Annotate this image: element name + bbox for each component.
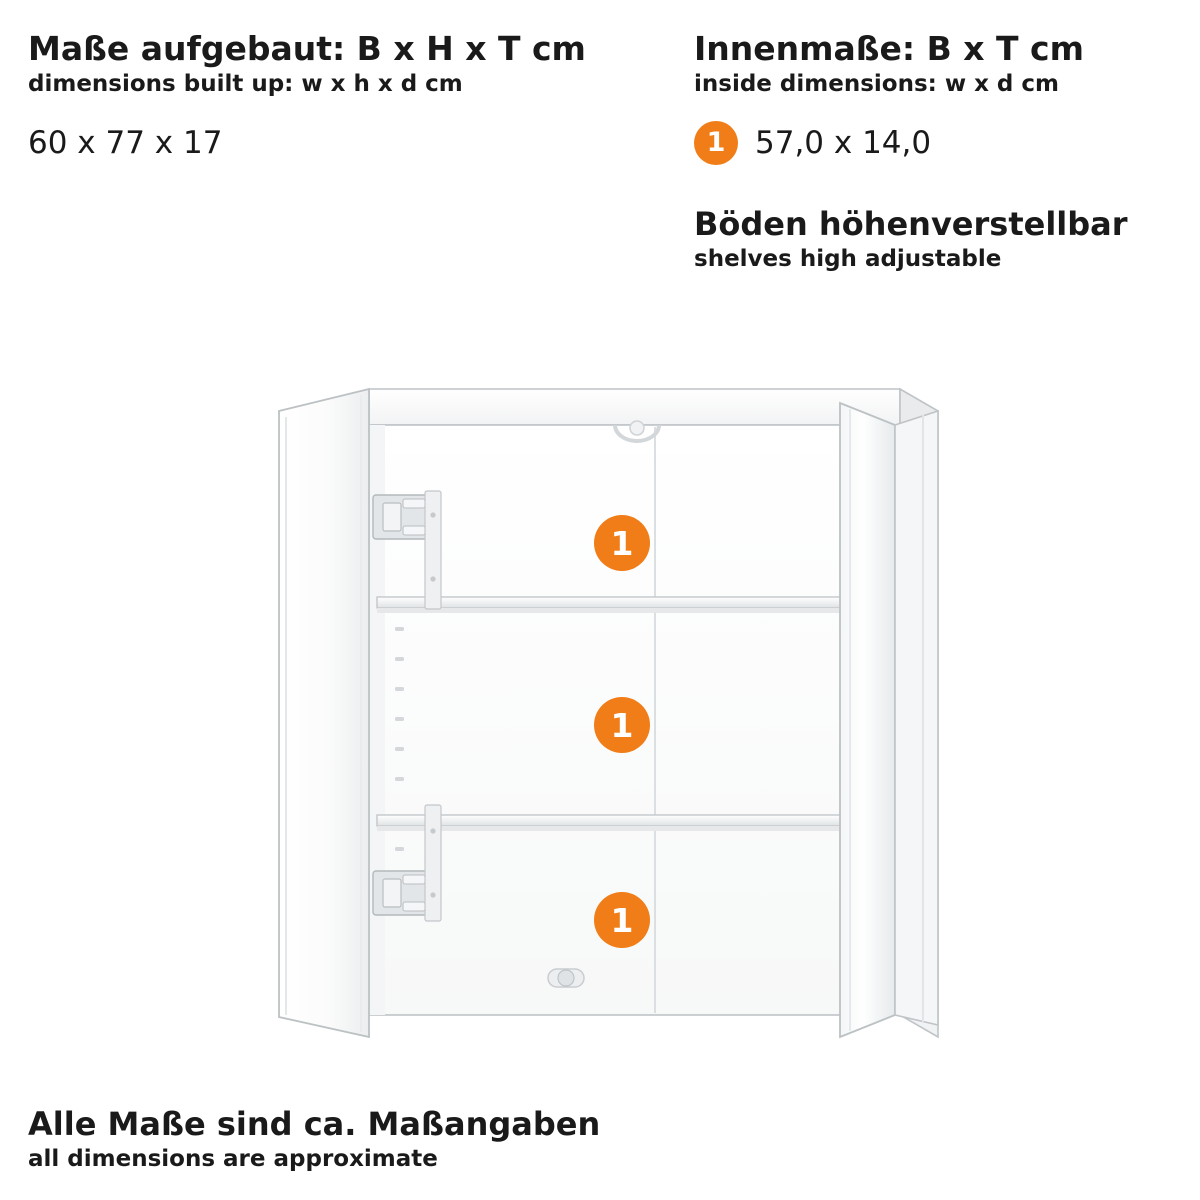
- inside-dimensions-title-en: inside dimensions: w x d cm: [694, 70, 1060, 97]
- callout-badge-compartment-bottom: 1: [594, 892, 650, 948]
- footer-text-de: Alle Maße sind ca. Maßangaben: [28, 1105, 601, 1144]
- inside-dimensions-row: [694, 121, 1174, 165]
- callout-badge-1: 1: [694, 121, 738, 165]
- footer-text-en: all dimensions are approximate: [28, 1146, 438, 1172]
- cabinet-shelf-upper: [377, 597, 892, 613]
- shelves-note-de: Böden höhenverstellbar: [694, 204, 1128, 243]
- inside-dimensions-value: 57,0 x 14,0: [755, 124, 932, 161]
- wall-mount-fixture-bottom: [548, 969, 584, 987]
- callout-badge-compartment-top: 1: [594, 515, 650, 571]
- spec-block-inside-dimensions: [694, 30, 1174, 272]
- inside-dimensions-title-de: Innenmaße: B x T cm: [694, 29, 1084, 68]
- shelves-note-en: shelves high adjustable: [694, 245, 1002, 272]
- cabinet-door-left: [279, 389, 369, 1037]
- callout-badge-compartment-middle: 1: [594, 697, 650, 753]
- product-illustration: [255, 365, 965, 1055]
- outer-dimensions-title-de: Maße aufgebaut: B x H x T cm: [28, 29, 586, 68]
- spec-block-outer-dimensions: [28, 30, 648, 162]
- footer-disclaimer: [28, 1106, 600, 1172]
- cabinet-door-right-mirror: [840, 403, 938, 1037]
- outer-dimensions-value: 60 x 77 x 17: [28, 124, 223, 161]
- cabinet-shelf-lower: [377, 815, 892, 831]
- outer-dimensions-title-en: dimensions built up: w x h x d cm: [28, 70, 463, 97]
